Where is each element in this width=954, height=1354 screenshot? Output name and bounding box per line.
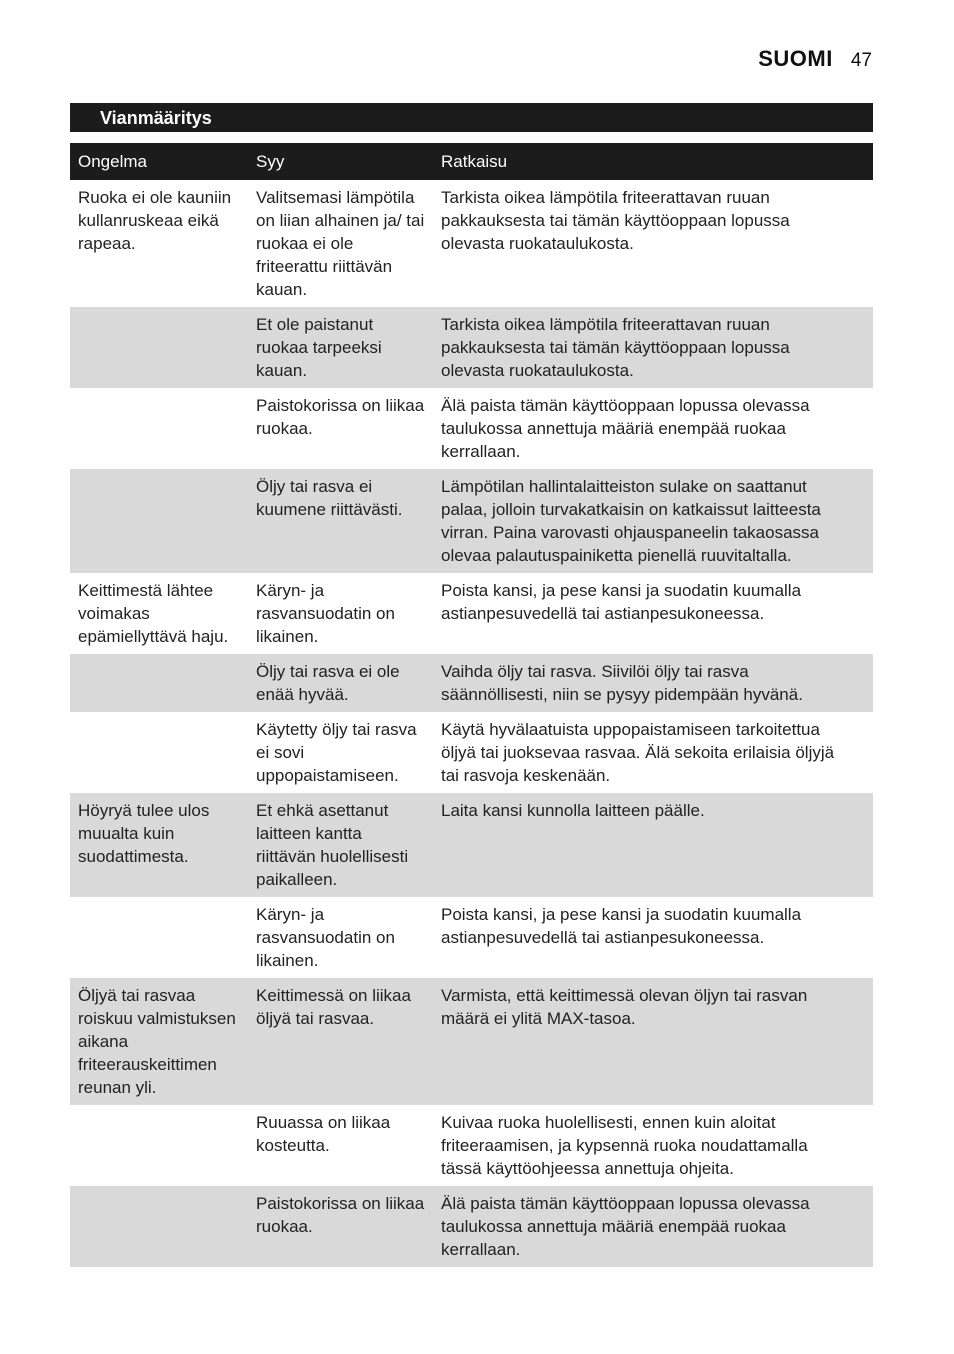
column-header-problem: Ongelma xyxy=(70,143,248,180)
cell-problem: Keittimestä lähtee voimakas epämiellyttävä haju. xyxy=(78,581,229,646)
cell-solution: Varmista, että keittimessä olevan öljyn tai rasvan määrä ei ylitä MAX-tasoa. xyxy=(433,978,873,1105)
table-body xyxy=(70,180,873,1267)
cell-solution: Kuivaa ruoka huolellisesti, ennen kuin aloitat friteeraamisen, ja kypsennä ruoka noudattamalla tässä käyttöohjeessa annettuja ohjeita. xyxy=(441,1113,808,1178)
cell-problem xyxy=(70,1105,248,1186)
table-row xyxy=(70,573,873,654)
cell-cause: Käryn- ja rasvansuodatin on likainen. xyxy=(256,581,395,646)
table-header-row xyxy=(70,143,873,180)
cell-problem xyxy=(70,712,248,793)
page-header xyxy=(758,46,872,72)
cell-problem xyxy=(70,654,248,712)
cell-problem: Ruoka ei ole kauniin kullanruskeaa eikä rapeaa. xyxy=(78,188,232,253)
cell-solution: Poista kansi, ja pese kansi ja suodatin kuumalla astianpesuvedellä tai astianpesukoneessa. xyxy=(441,581,802,623)
cell-solution: Poista kansi, ja pese kansi ja suodatin kuumalla astianpesuvedellä tai astianpesukoneessa. xyxy=(441,905,802,947)
table-row xyxy=(70,897,873,978)
cell-cause: Paistokorissa on liikaa ruokaa. xyxy=(248,1186,433,1267)
section-title: Vianmääritys xyxy=(100,108,212,128)
cell-solution: Lämpötilan hallintalaitteiston sulake on saattanut palaa, jolloin turvakatkaisin on katkaissut laitteesta virran. Paina varovasti ohjauspaneelin takaosassa olevaa palautuspainiketta pienellä ruuvitaltalla. xyxy=(433,469,873,573)
language-label: SUOMI xyxy=(758,46,833,71)
cell-problem xyxy=(70,469,248,573)
troubleshooting-table xyxy=(70,143,873,1267)
cell-cause: Valitsemasi lämpötila on liian alhainen ja/ tai ruokaa ei ole friteerattu riittävän kauan. xyxy=(256,188,425,299)
page-number: 47 xyxy=(850,50,872,71)
table-row xyxy=(70,978,873,1105)
column-header-solution: Ratkaisu xyxy=(433,143,873,180)
cell-solution: Älä paista tämän käyttöoppaan lopussa olevassa taulukossa annettuja määriä enempää ruokaa kerrallaan. xyxy=(433,1186,873,1267)
cell-solution: Tarkista oikea lämpötila friteerattavan ruuan pakkauksesta tai tämän käyttöoppaan lopussa olevasta ruokataulukosta. xyxy=(433,307,873,388)
cell-cause: Keittimessä on liikaa öljyä tai rasvaa. xyxy=(248,978,433,1105)
column-header-cause: Syy xyxy=(248,143,433,180)
table-row xyxy=(70,469,873,573)
cell-solution: Vaihda öljy tai rasva. Siivilöi öljy tai rasva säännöllisesti, niin se pysyy pidempään hyvänä. xyxy=(433,654,873,712)
cell-problem: Höyryä tulee ulos muualta kuin suodattimesta. xyxy=(70,793,248,897)
cell-cause: Öljy tai rasva ei kuumene riittävästi. xyxy=(248,469,433,573)
cell-cause: Et ehkä asettanut laitteen kantta riittävän huolellisesti paikalleen. xyxy=(248,793,433,897)
table-row xyxy=(70,1105,873,1186)
cell-cause: Paistokorissa on liikaa ruokaa. xyxy=(256,396,425,438)
cell-solution: Laita kansi kunnolla laitteen päälle. xyxy=(433,793,873,897)
cell-cause: Öljy tai rasva ei ole enää hyvää. xyxy=(248,654,433,712)
table-row xyxy=(70,180,873,307)
cell-cause: Ruuassa on liikaa kosteutta. xyxy=(256,1113,391,1155)
table-row xyxy=(70,388,873,469)
cell-problem xyxy=(70,1186,248,1267)
cell-problem xyxy=(70,897,248,978)
cell-cause: Käryn- ja rasvansuodatin on likainen. xyxy=(256,905,395,970)
cell-problem xyxy=(70,388,248,469)
cell-solution: Käytä hyvälaatuista uppopaistamiseen tarkoitettua öljyä tai juoksevaa rasvaa. Älä sekoita erilaisia öljyjä tai rasvoja keskenään. xyxy=(441,720,835,785)
cell-cause: Käytetty öljy tai rasva ei sovi uppopaistamiseen. xyxy=(256,720,417,785)
cell-cause: Et ole paistanut ruokaa tarpeeksi kauan. xyxy=(248,307,433,388)
section-title-bar xyxy=(70,103,873,132)
cell-problem: Öljyä tai rasvaa roiskuu valmistuksen aikana friteerauskeittimen reunan yli. xyxy=(70,978,248,1105)
cell-solution: Tarkista oikea lämpötila friteerattavan ruuan pakkauksesta tai tämän käyttöoppaan lopussa olevasta ruokataulukosta. xyxy=(441,188,790,253)
cell-problem xyxy=(70,307,248,388)
table-row xyxy=(70,712,873,793)
table-row xyxy=(70,654,873,712)
table-row xyxy=(70,1186,873,1267)
table-row xyxy=(70,793,873,897)
table-row xyxy=(70,307,873,388)
cell-solution: Älä paista tämän käyttöoppaan lopussa olevassa taulukossa annettuja määriä enempää ruokaa kerrallaan. xyxy=(441,396,810,461)
